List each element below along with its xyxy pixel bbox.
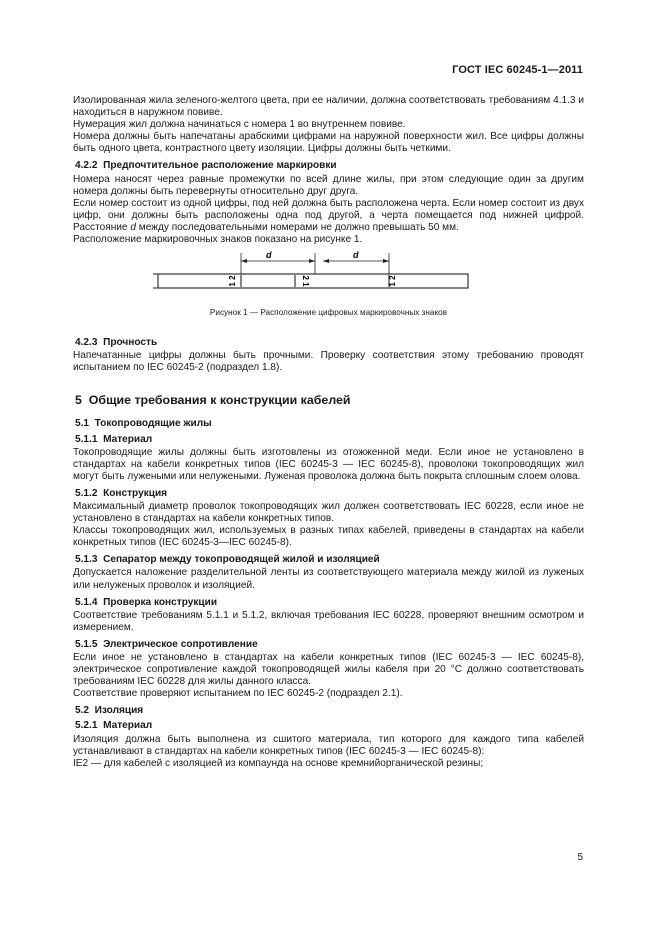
page-header: ГОСТ IEC 60245-1—2011 [452, 64, 583, 76]
section-heading-5-1-5 [73, 639, 584, 651]
section-heading-5-1-1 [73, 434, 584, 446]
section-number: 5.1 [75, 418, 90, 430]
arrow-icon [241, 259, 247, 263]
paragraph [73, 174, 584, 198]
paragraph-text: IE2 — для кабелей с изоляцией из компаунда на основе кремнийорганической резины; [73, 757, 484, 769]
arrow-icon [309, 259, 315, 263]
arrow-icon [323, 259, 329, 263]
paragraph-text: Изоляция должна быть выполнена из сшитого материала, тип которого для каждого типа кабелей устанавливают в стандартах на кабели конкретных типов (IEC 60245-3 — IEC 60245-8): [73, 733, 584, 757]
paragraph-text: между последовательными номерами не должно превышать 50 мм. [135, 221, 459, 233]
paragraph-text: Изолированная жила зеленого-желтого цвета, при ее наличии, должна соответствовать требованиям 4.1.3 и находиться в наружном повиве. [73, 95, 584, 119]
section-title: Предпочтительное расположение маркировки [103, 160, 337, 172]
paragraph-text: Номера наносят через равные промежутки по всей длине жилы, при этом следующие один за другим номера должны быть перевернуты относительно друг друга. [73, 173, 584, 197]
paragraph-text: Если номер состоит из одной цифры, под ней должна быть расположена черта. Если номер состоит из двух цифр, они должны быть расположены одна под другой, а черта помещается под нижней цифрой. Расстояние [73, 197, 584, 233]
section-title: Материал [103, 720, 153, 732]
section-number: 5.1.1 [75, 433, 98, 445]
figure-caption: Рисунок 1 — Расположение цифровых маркировочных знаков [209, 308, 448, 318]
paragraph-text: Максимальный диаметр проволок токопроводящих жил должен соответствовать IEC 60228, если иное не установлено в стандартах на кабели конкретных типов. [73, 500, 584, 525]
paragraph-text: Напечатанные цифры должны быть прочными. Проверку соответствия этому требованию проводят испытанием по IEC 60245-2 (подраздел 1.8). [73, 350, 584, 374]
section-title: Материал [103, 433, 153, 445]
section-title: Изоляция [94, 705, 144, 717]
paragraph-text: Соответствие требованиям 5.1.1 и 5.1.2, включая требования IEC 60228, проверяют внешним осмотром и измерением. [73, 609, 584, 633]
section-number: 5.1.3 [75, 554, 98, 566]
paragraph-text: Расположение маркировочных знаков показано на рисунке 1. [73, 234, 363, 246]
paragraph [73, 567, 584, 591]
section-title: Сепаратор между токопроводящей жилой и изоляцией [103, 554, 380, 566]
paragraph [73, 610, 584, 634]
page-number: 5 [577, 852, 583, 863]
cable-number-mark: 1 2 [388, 275, 398, 287]
document-body [73, 95, 584, 770]
section-heading-4-2-2 [73, 160, 584, 172]
paragraph-text: Номера должны быть напечатаны арабскими цифрами на наружной поверхности жил. Все цифры должны быть одного цвета, контрастного цвету изоляции. Цифры должны быть четкими. [73, 131, 584, 155]
section-number: 5.2.1 [75, 720, 98, 732]
section-number: 5 [75, 393, 82, 408]
section-heading-5-1 [73, 418, 584, 430]
section-number: 4.2.2 [75, 160, 98, 172]
section-title: Прочность [103, 337, 158, 349]
section-number: 5.1.5 [75, 638, 98, 650]
paragraph [73, 525, 584, 549]
variable-d: d [130, 221, 136, 233]
paragraph [73, 688, 584, 700]
paragraph [73, 119, 584, 131]
cable-number-mark: 2 1 [300, 275, 310, 287]
section-title: Конструкция [103, 487, 168, 499]
section-number: 5.1.4 [75, 596, 98, 608]
paragraph [73, 95, 584, 119]
section-title: Токопроводящие жилы [94, 418, 212, 430]
section-number: 5.2 [75, 705, 90, 717]
paragraph-text: Классы токопроводящих жил, используемых в разных типах кабелей, приведены в стандартах на кабели конкретных типов (IEC 60245-3—IEC 60245-8). [73, 525, 584, 549]
cable-number-mark: 1 2 [228, 275, 238, 287]
paragraph-text: Нумерация жил должна начинаться с номера 1 во внутреннем повиве. [73, 119, 406, 131]
paragraph-text: Токопроводящие жилы должны быть изготовлены из отожженной меди. Если иное не установлено в стандартах на кабели конкретных типов (IEC 60245-3 — IEC 60245-8), проволоки токопроводящих жил могут быть лужеными или нелужеными. Луженая проволока должна быть покрыта сплошным слоем олова. [73, 446, 584, 482]
section-heading-5-2-1 [73, 720, 584, 732]
cable-strip [158, 274, 468, 288]
paragraph-text: Соответствие проверяют испытанием по IEC 60245-2 (подраздел 2.1). [73, 688, 403, 700]
paragraph [73, 734, 584, 758]
section-number: 4.2.3 [75, 337, 98, 349]
section-heading-5-1-4 [73, 597, 584, 609]
paragraph [73, 234, 584, 246]
paragraph [73, 501, 584, 525]
section-heading-5-2 [73, 705, 584, 717]
section-heading-4-2-3 [73, 337, 584, 349]
marking-diagram [73, 250, 584, 310]
section-heading-5 [73, 393, 584, 408]
paragraph [73, 131, 584, 155]
arrow-icon [383, 259, 389, 263]
dimension-label-d: d [266, 250, 272, 261]
section-title: Проверка конструкции [103, 596, 218, 608]
paragraph [73, 758, 584, 770]
figure-1 [73, 246, 584, 332]
section-number: 5.1.2 [75, 487, 98, 499]
paragraph [73, 447, 584, 483]
dimension-label-d: d [353, 250, 359, 261]
paragraph [73, 350, 584, 374]
section-title: Электрическое сопротивление [103, 638, 258, 650]
section-title: Общие требования к конструкции кабелей [88, 393, 351, 408]
paragraph-text: Допускается наложение разделительной ленты из соответствующего материала между жилой из луженых или нелуженых проволок и изоляцией. [73, 567, 584, 591]
paragraph-text: Если иное не установлено в стандартах на кабели конкретных типов (IEC 60245-3 — IEC 60245-8), электрическое сопротивление каждой токопроводящей жилы кабеля при 20 °С должно соответствовать требованиям IEC 60228 для жилы данного класса. [73, 652, 584, 688]
paragraph [73, 652, 584, 688]
section-heading-5-1-2 [73, 488, 584, 500]
paragraph [73, 198, 584, 234]
section-heading-5-1-3 [73, 554, 584, 566]
